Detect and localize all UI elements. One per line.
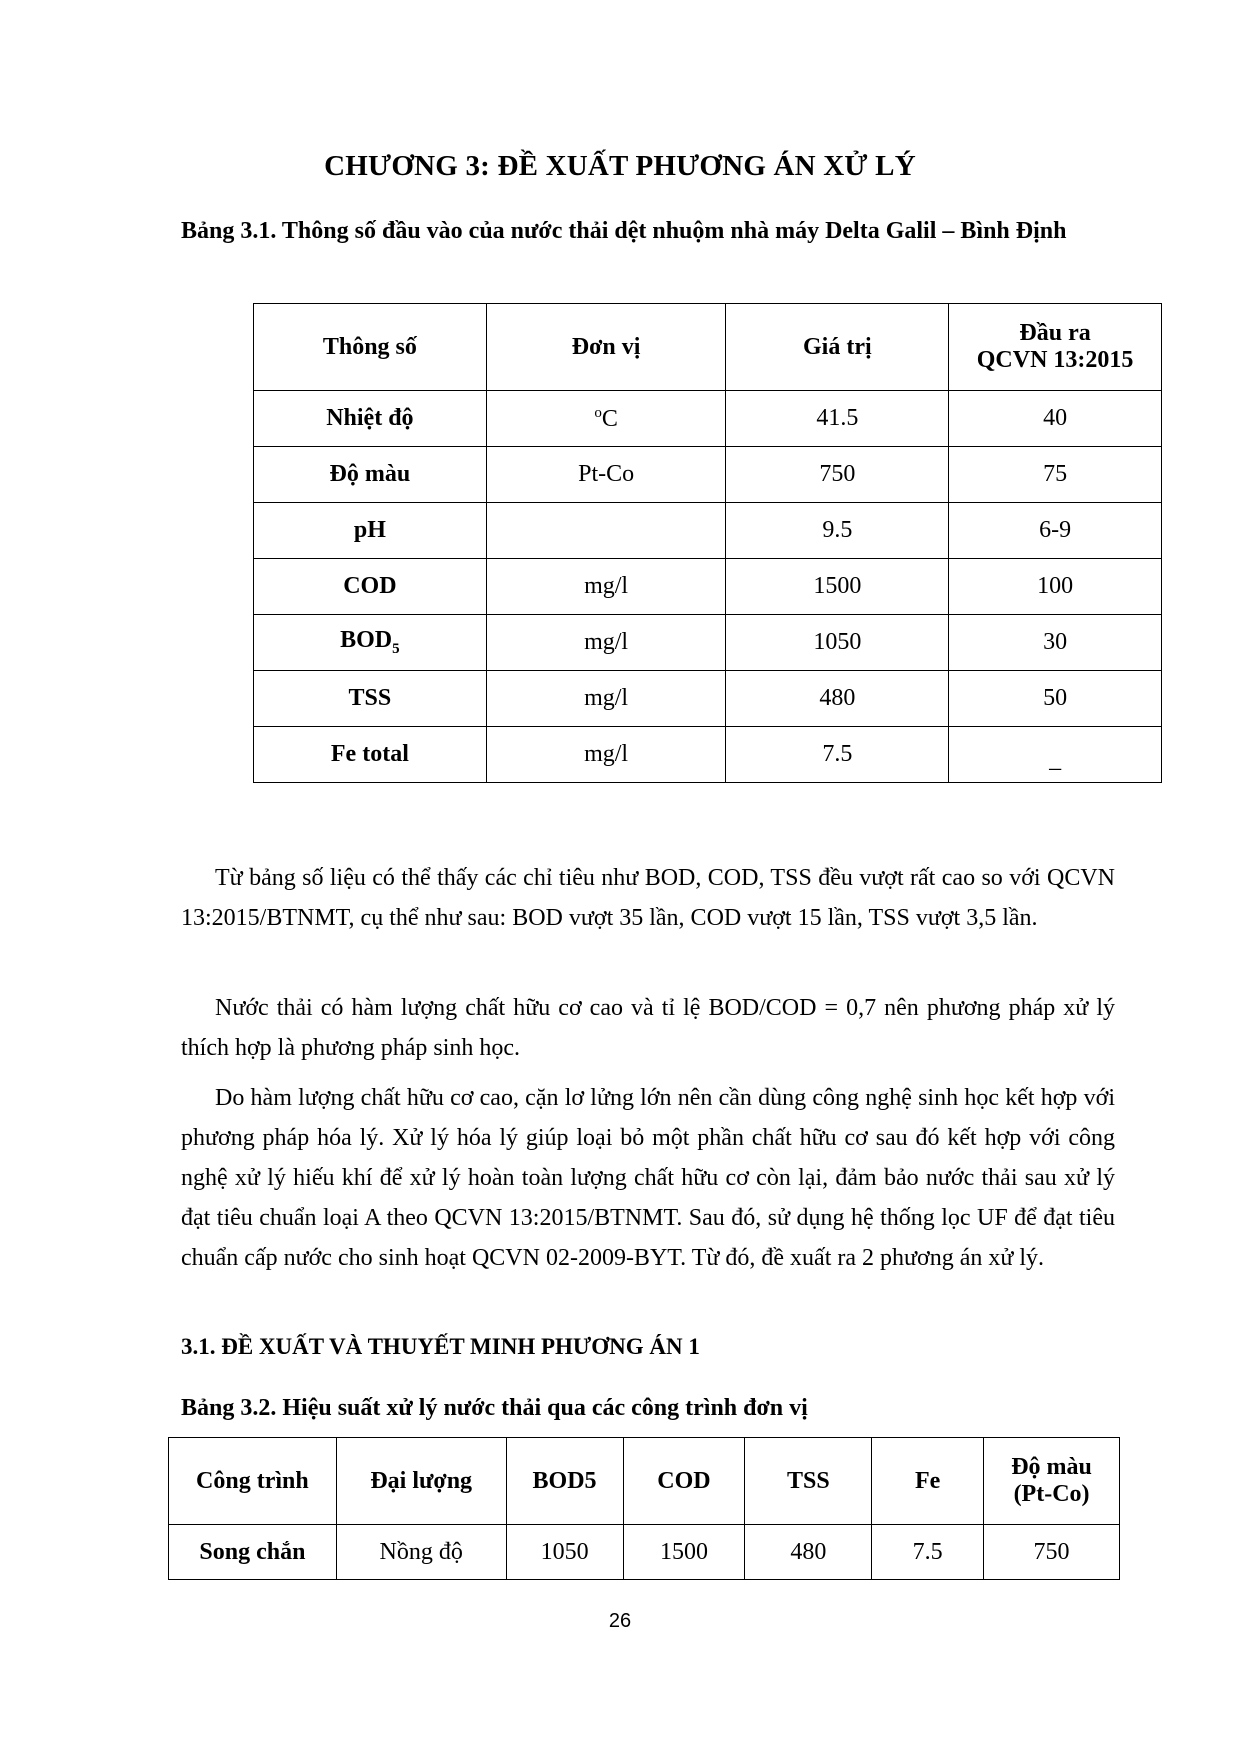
value-cell: 41.5 <box>726 391 949 447</box>
param-cell: COD <box>254 559 487 615</box>
table2-header-fe: Fe <box>872 1438 984 1525</box>
table2-header-bod5: BOD5 <box>506 1438 623 1525</box>
paragraph-3: Do hàm lượng chất hữu cơ cao, cặn lơ lửng lớn nên cần dùng công nghệ sinh học kết hợp với phương pháp hóa lý. Xử lý hóa lý giúp loại bỏ một phần chất hữu cơ sau đó kết hợp với công nghệ xử lý hiếu khí để xử lý hoàn toàn lượng chất hữu cơ còn lại, đảm bảo nước thải sau xử lý đạt tiêu chuẩn loại A theo QCVN 13:2015/BTNMT. Sau đó, sử dụng hệ thống lọc UF để đạt tiêu chuẩn cấp nước cho sinh hoạt QCVN 02-2009-BYT. Từ đó, đề xuất ra 2 phương án xử lý. <box>181 1085 1115 1271</box>
table2-header-row <box>169 1438 1120 1525</box>
table-row <box>254 447 1162 503</box>
limit-dash: _ <box>1049 747 1062 773</box>
unit-cell <box>486 391 726 447</box>
table2-header-cod: COD <box>623 1438 745 1525</box>
table2-header-color <box>984 1438 1120 1525</box>
table-row <box>254 391 1162 447</box>
table1-header-param: Thông số <box>254 304 487 391</box>
cod-cell: 1500 <box>623 1525 745 1580</box>
unit-cell: mg/l <box>486 671 726 727</box>
unit-superscript: o <box>594 404 602 421</box>
unit-cell: mg/l <box>486 559 726 615</box>
page-number: 26 <box>608 1610 632 1632</box>
table-row <box>254 671 1162 727</box>
paragraph-1: Từ bảng số liệu có thể thấy các chỉ tiêu như BOD, COD, TSS đều vượt rất cao so với QCVN 13:2015/BTNMT, cụ thể như sau: BOD vượt 35 lần, COD vượt 15 lần, TSS vượt 3,5 lần. <box>181 865 1115 931</box>
table-row <box>254 559 1162 615</box>
fe-cell: 7.5 <box>872 1525 984 1580</box>
limit-cell: 100 <box>949 559 1162 615</box>
table2-header-tss: TSS <box>745 1438 872 1525</box>
table2-header-work: Công trình <box>169 1438 337 1525</box>
color-cell: 750 <box>984 1525 1120 1580</box>
tss-cell: 480 <box>745 1525 872 1580</box>
table2 <box>168 1437 1120 1580</box>
param-cell: TSS <box>254 671 487 727</box>
paragraph-2: Nước thải có hàm lượng chất hữu cơ cao và tỉ lệ BOD/COD = 0,7 nên phương pháp xử lý thích hợp là phương pháp sinh học. <box>181 995 1115 1061</box>
param-cell <box>254 615 487 671</box>
limit-cell: 40 <box>949 391 1162 447</box>
param-cell: Fe total <box>254 727 487 783</box>
table2-header-color-line2: (Pt-Co) <box>1013 1481 1090 1507</box>
limit-cell <box>949 727 1162 783</box>
table2-header-quantity: Đại lượng <box>336 1438 506 1525</box>
limit-cell: 6-9 <box>949 503 1162 559</box>
table2-header-color-line1: Độ màu <box>1011 1454 1092 1480</box>
table1-header-limit-line2: QCVN 13:2015 <box>976 347 1134 373</box>
param-cell: Nhiệt độ <box>254 391 487 447</box>
param-subscript: 5 <box>392 640 400 657</box>
value-cell: 9.5 <box>726 503 949 559</box>
table1-header-limit <box>949 304 1162 391</box>
table2-caption: Bảng 3.2. Hiệu suất xử lý nước thải qua các công trình đơn vị <box>181 1395 808 1421</box>
table1-header-limit-line1: Đầu ra <box>1019 320 1091 346</box>
value-cell: 750 <box>726 447 949 503</box>
param-text: BOD <box>340 627 393 654</box>
table1-header-value: Giá trị <box>726 304 949 391</box>
limit-cell: 50 <box>949 671 1162 727</box>
table-row <box>254 727 1162 783</box>
work-cell: Song chắn <box>169 1525 337 1580</box>
unit-cell: mg/l <box>486 615 726 671</box>
bod5-cell: 1050 <box>506 1525 623 1580</box>
value-cell: 480 <box>726 671 949 727</box>
table1 <box>253 303 1162 783</box>
limit-cell: 75 <box>949 447 1162 503</box>
table1-header-row <box>254 304 1162 391</box>
chapter-title: CHƯƠNG 3: ĐỀ XUẤT PHƯƠNG ÁN XỬ LÝ <box>324 150 916 182</box>
quantity-cell: Nồng độ <box>336 1525 506 1580</box>
section-heading: 3.1. ĐỀ XUẤT VÀ THUYẾT MINH PHƯƠNG ÁN 1 <box>181 1334 700 1359</box>
table-row <box>254 615 1162 671</box>
param-cell: Độ màu <box>254 447 487 503</box>
limit-cell: 30 <box>949 615 1162 671</box>
table-row <box>169 1525 1120 1580</box>
value-cell: 1050 <box>726 615 949 671</box>
table-row <box>254 503 1162 559</box>
param-cell: pH <box>254 503 487 559</box>
unit-text: C <box>601 405 618 432</box>
table1-header-unit: Đơn vị <box>486 304 726 391</box>
unit-cell: Pt-Co <box>486 447 726 503</box>
value-cell: 1500 <box>726 559 949 615</box>
value-cell: 7.5 <box>726 727 949 783</box>
unit-cell: mg/l <box>486 727 726 783</box>
unit-cell <box>486 503 726 559</box>
table1-caption: Bảng 3.1. Thông số đầu vào của nước thải dệt nhuộm nhà máy Delta Galil – Bình Định <box>181 218 1067 244</box>
